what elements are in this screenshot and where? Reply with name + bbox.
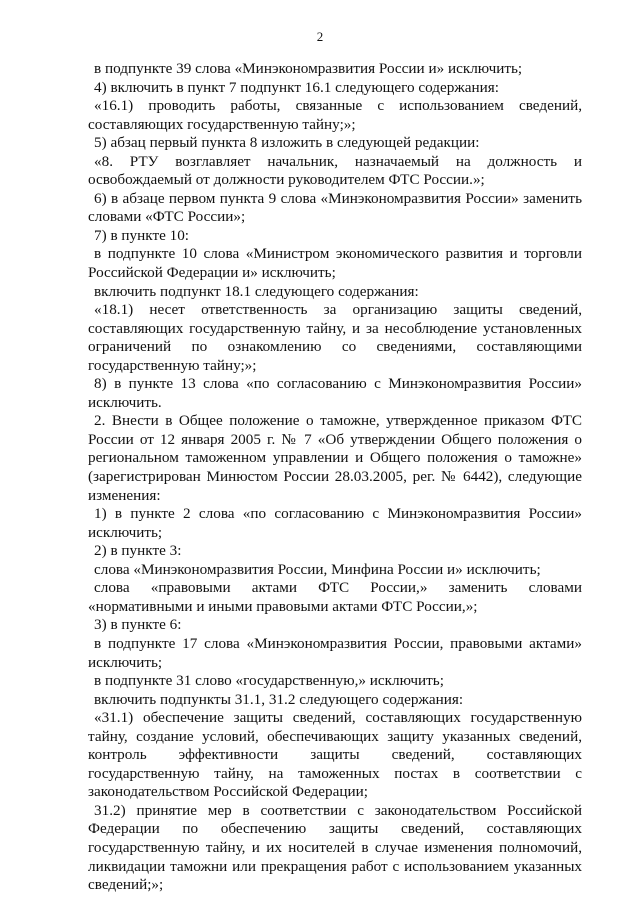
document-body	[88, 60, 582, 895]
paragraph-10: «18.1) несет ответственность за организацию защиты сведений, составляющих государственную тайну, и за несоблюдение установленных ограничений по ознакомлению со сведениями, составляющими государственную тайну;»;	[88, 301, 582, 374]
paragraph-4: 5) абзац первый пункта 8 изложить в следующей редакции:	[94, 134, 480, 152]
paragraph-21: «31.1) обеспечение защиты сведений, составляющих государственную тайну, создание условий, обеспечивающих защиту указанных сведений, контроль эффективности защиты сведений, составляющих государственную тайну, на таможенных постах в соответствии с законодательством Российской Федерации;	[88, 709, 582, 801]
paragraph-19: в подпункте 31 слово «государственную,» исключить;	[94, 672, 444, 690]
paragraph-3: «16.1) проводить работы, связанные с использованием сведений, составляющих государственную тайну;»;	[88, 97, 582, 133]
paragraph-11: 8) в пункте 13 слова «по согласованию с Минэкономразвития России» исключить.	[88, 375, 582, 411]
paragraph-14: 2) в пункте 3:	[94, 542, 182, 560]
page-number: 2	[316, 29, 324, 44]
paragraph-12: 2. Внести в Общее положение о таможне, утвержденное приказом ФТС России от 12 января 2005 г. № 7 «Об утверждении Общего положения о региональном таможенном управлении и Общего положения о таможне» (зарегистрирован Минюстом России 28.03.2005, рег. № 6442), следующие изменения:	[88, 412, 582, 504]
paragraph-13: 1) в пункте 2 слова «по согласованию с Минэкономразвития России» исключить;	[88, 505, 582, 541]
paragraph-1: в подпункте 39 слова «Минэкономразвития России и» исключить;	[94, 60, 523, 77]
paragraph-22: 31.2) принятие мер в соответствии с законодательством Российской Федерации по обеспечению защиты сведений, составляющих государственную тайну, и их носителей в случае изменения полномочий, ликвидации таможни или прекращения работ с использованием указанных сведений;»;	[88, 801, 582, 894]
paragraph-15: слова «Минэкономразвития России, Минфина России и» исключить;	[94, 560, 541, 578]
paragraph-5: «8. РТУ возглавляет начальник, назначаемый на должность и освобождаемый от должности руководителем ФТС России.»;	[88, 152, 582, 189]
paragraph-6: 6) в абзаце первом пункта 9 слова «Минэкономразвития России» заменить словами «ФТС России»;	[88, 189, 582, 226]
paragraph-7: 7) в пункте 10:	[94, 226, 190, 244]
paragraph-16: слова «правовыми актами ФТС России,» заменить словами «нормативными и иными правовыми актами ФТС России,»;	[88, 579, 582, 615]
paragraph-18: в подпункте 17 слова «Минэкономразвития России, правовыми актами» исключить;	[88, 634, 582, 671]
paragraph-20: включить подпункты 31.1, 31.2 следующего содержания:	[94, 690, 464, 708]
paragraph-9: включить подпункт 18.1 следующего содержания:	[94, 282, 419, 300]
paragraph-17: 3) в пункте 6:	[94, 616, 182, 634]
paragraph-2: 4) включить в пункт 7 подпункт 16.1 следующего содержания:	[94, 78, 499, 96]
paragraph-8: в подпункте 10 слова «Министром экономического развития и торговли Российской Федерации и» исключить;	[88, 245, 582, 282]
